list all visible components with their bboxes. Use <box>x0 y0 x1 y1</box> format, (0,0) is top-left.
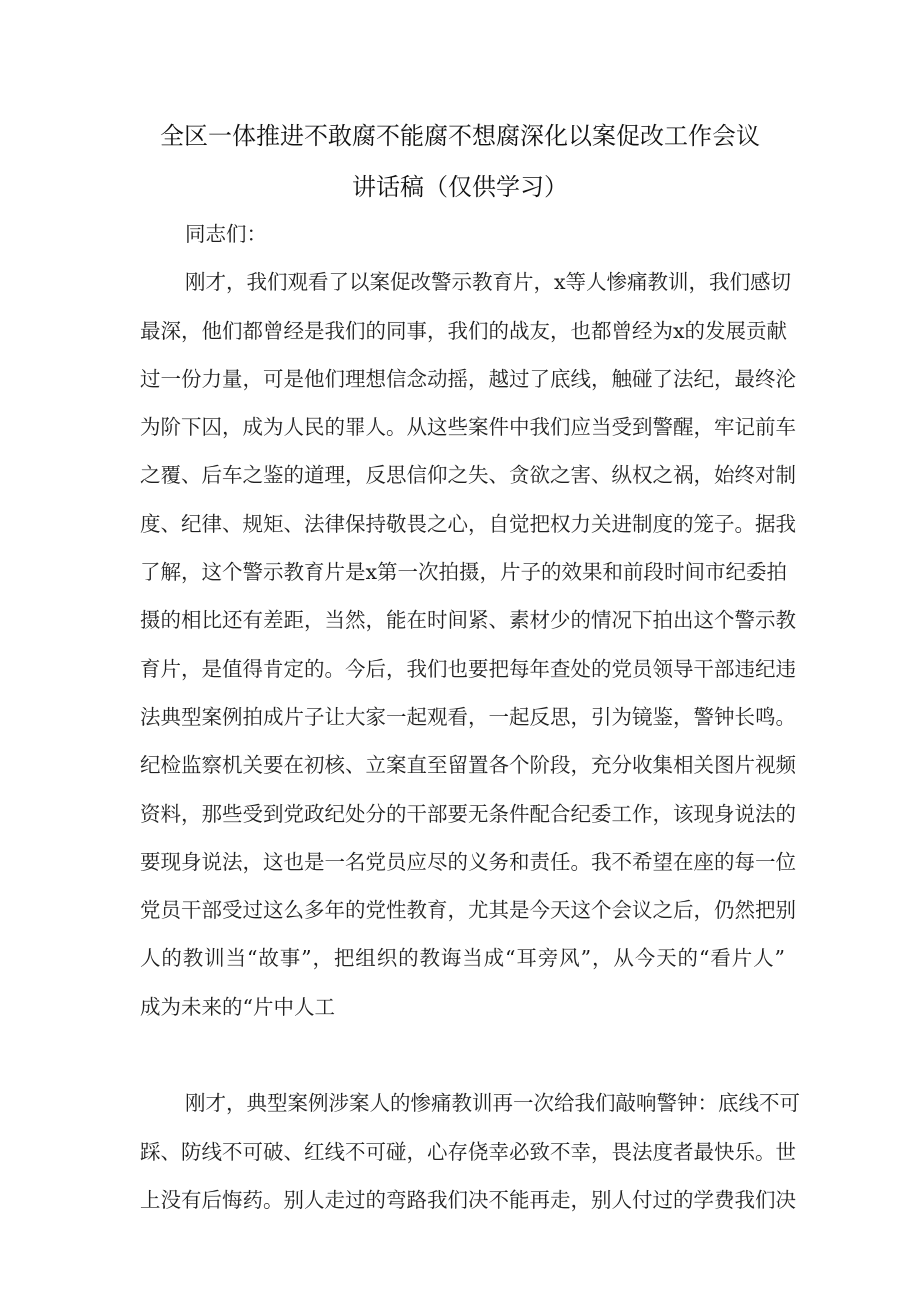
salutation: 同志们： <box>185 222 267 246</box>
document-body <box>140 210 800 1224</box>
paragraph-line: 育片，是值得肯定的。今后，我们也要把每年查处的党员领导干部违纪违 <box>140 656 796 681</box>
paragraph-1 <box>140 258 796 1031</box>
paragraph-2 <box>140 1079 800 1224</box>
document-title-line-1: 全区一体推进不敢腐不能腐不想腐深化以案促改工作会议 <box>160 122 760 150</box>
paragraph-line: 党员干部受过这么多年的党性教育，尤其是今天这个会议之后，仍然把别 <box>140 898 796 923</box>
paragraph-line: 最深，他们都曾经是我们的同事，我们的战友，也都曾经为x的发展贡献 <box>140 318 788 343</box>
paragraph-line: 刚才，典型案例涉案人的惨痛教训再一次给我们敲响警钟：底线不可 <box>185 1091 800 1116</box>
paragraph-line: 刚才，我们观看了以案促改警示教育片，x等人惨痛教训，我们感切 <box>185 270 792 295</box>
paragraph-spacer <box>140 1031 785 1079</box>
paragraph-line: 为阶下囚，成为人民的罪人。从这些案件中我们应当受到警醒，牢记前车 <box>140 415 796 440</box>
paragraph-line: 纪检监察机关要在初核、立案直至留置各个阶段，充分收集相关图片视频 <box>140 753 796 778</box>
paragraph-line: 资料，那些受到党政纪处分的干部要无条件配合纪委工作，该现身说法的 <box>140 801 796 826</box>
paragraph-line: 之覆、后车之鉴的道理，反思信仰之失、贪欲之害、纵权之祸，始终对制 <box>140 463 796 488</box>
paragraph-line: 踩、防线不可破、红线不可碰，心存侥幸必致不幸，畏法度者最快乐。世 <box>140 1139 796 1164</box>
paragraph-line: 成为未来的“片中人工 <box>140 994 335 1019</box>
paragraph-line: 了解，这个警示教育片是x第一次拍摄，片子的效果和前段时间市纪委拍 <box>140 560 788 585</box>
paragraph-line: 要现身说法，这也是一名党员应尽的义务和责任。我不希望在座的每一位 <box>140 849 796 874</box>
paragraph-line: 摄的相比还有差距，当然，能在时间紧、素材少的情况下拍出这个警示教 <box>140 608 796 633</box>
paragraph-line: 人的教训当“故事”，把组织的教诲当成“耳旁风”，从今天的“看片人” <box>140 946 785 971</box>
paragraph-line: 法典型案例拍成片子让大家一起观看，一起反思，引为镜鉴，警钟长鸣。 <box>140 704 796 729</box>
paragraph-line: 度、纪律、规矩、法律保持敬畏之心，自觉把权力关进制度的笼子。据我 <box>140 511 796 536</box>
document-title-line-2: 讲话稿（仅供学习） <box>352 173 568 201</box>
paragraph-line: 过一份力量，可是他们理想信念动摇，越过了底线，触碰了法纪，最终沦 <box>140 366 796 391</box>
paragraph-line: 上没有后悔药。别人走过的弯路我们决不能再走，别人付过的学费我们决 <box>140 1187 796 1212</box>
